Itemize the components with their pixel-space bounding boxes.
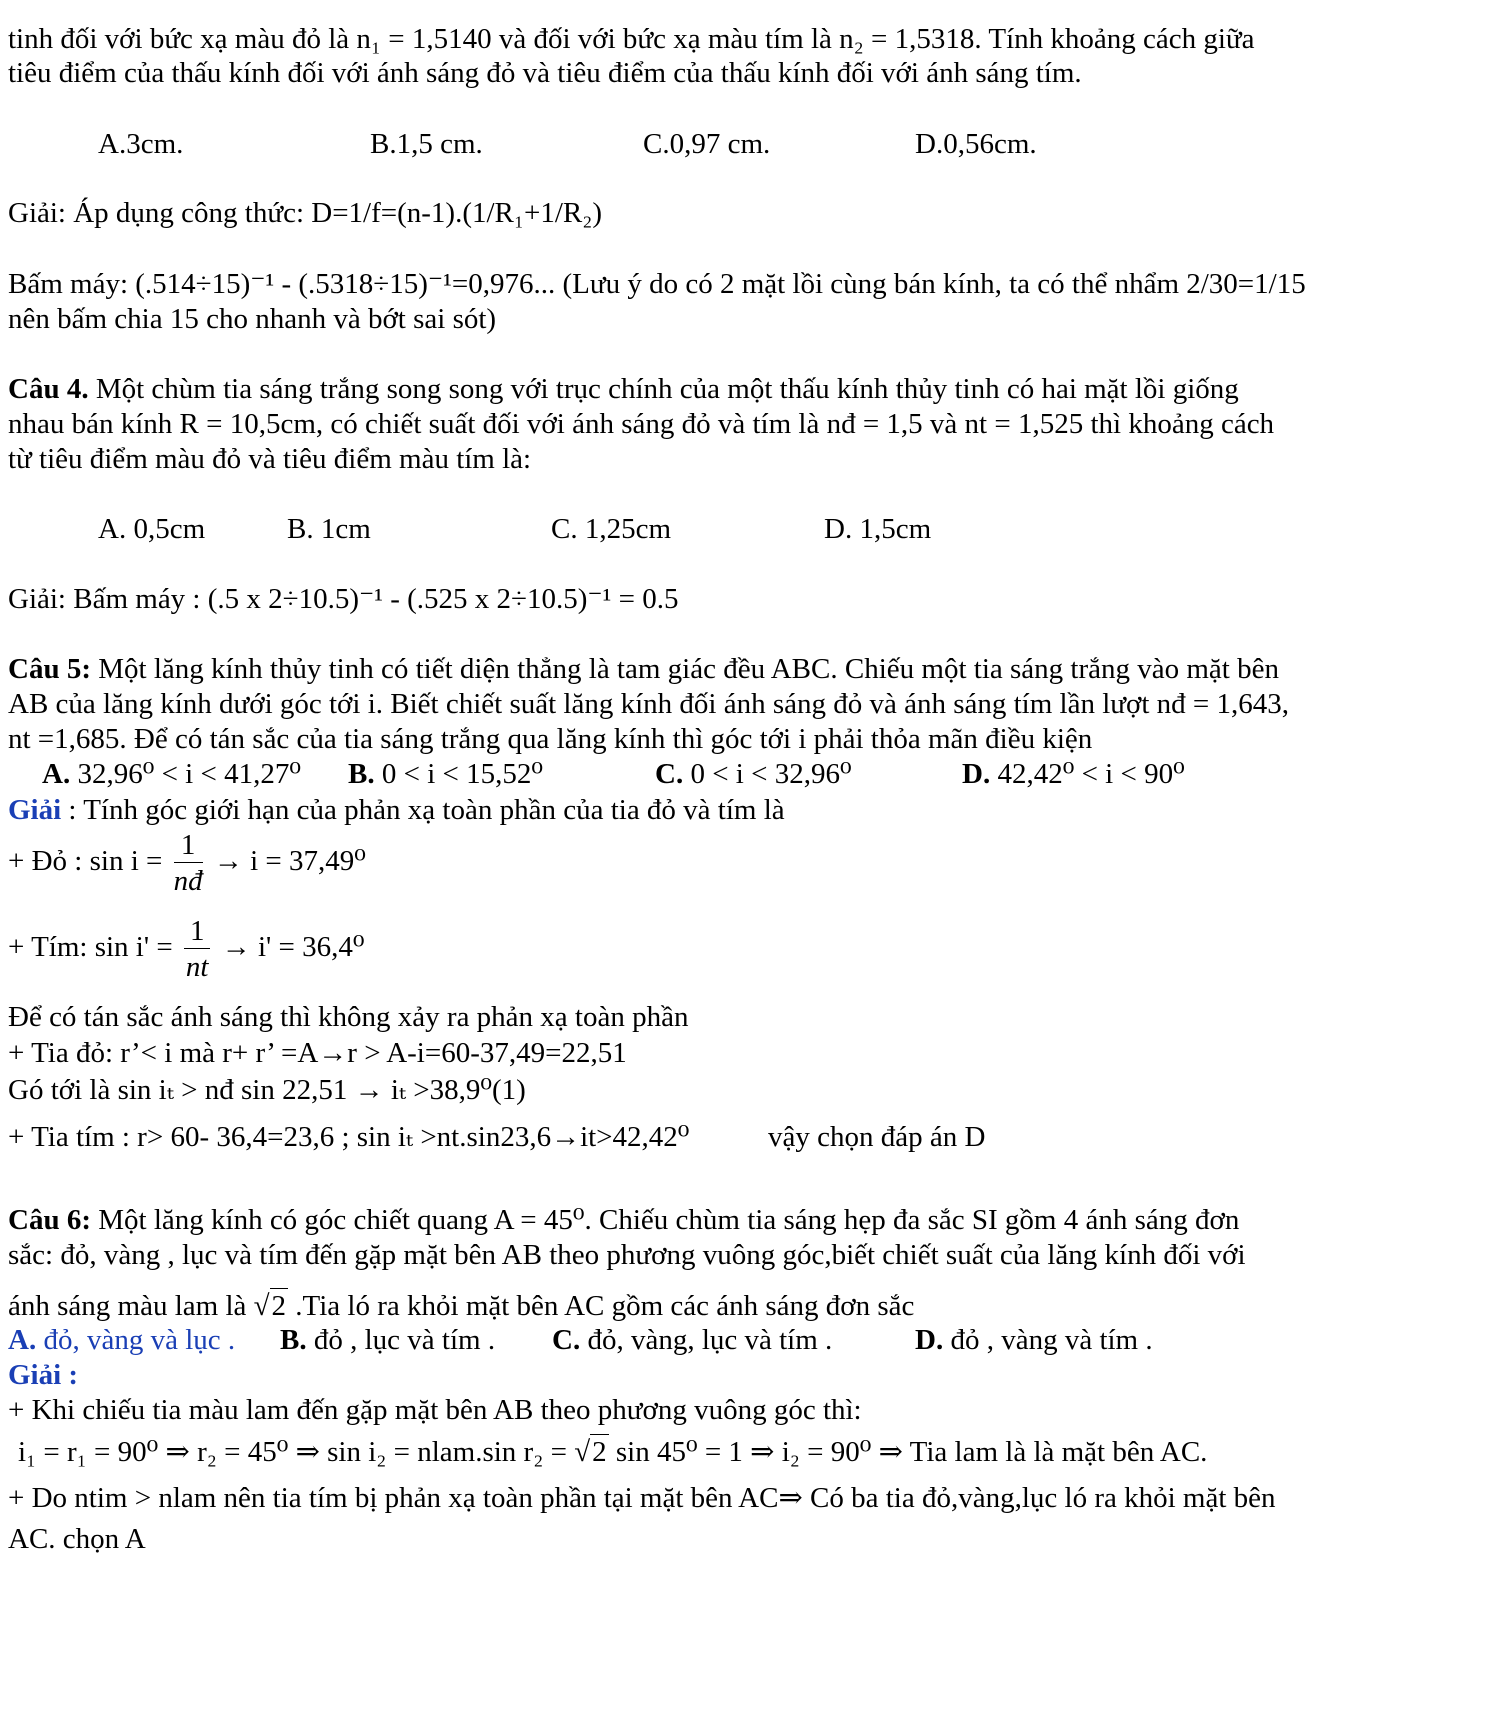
q4-option-b: B. 1cm [287, 513, 371, 545]
q3-text-line-1: tinh đối với bức xạ màu đỏ là n₁ = 1,5140 và đối với bức xạ màu tím là n₂ = 1,5318. Tính khoảng cách giữa [8, 23, 1255, 55]
q3-solution-formula: Giải: Áp dụng công thức: D=1/f=(n-1).(1/R₁+1/R₂) [8, 197, 603, 229]
q6-solution-line-1: + Khi chiếu tia màu lam đến gặp mặt bên AB theo phương vuông góc thì: [8, 1394, 862, 1426]
q4-label: Câu 4. [8, 373, 89, 405]
q4-text-line-3: từ tiêu điểm màu đỏ và tiêu điểm màu tím là: [8, 443, 532, 475]
q5-text-line-3: nt =1,685. Để có tán sắc của tia sáng trắng qua lăng kính thì góc tới i phải thỏa mãn điều kiện [8, 723, 1093, 755]
q5-text-line-1: Câu 5: Một lăng kính thủy tinh có tiết diện thẳng là tam giác đều ABC. Chiếu một tia sáng trắng vào mặt bên [8, 653, 1279, 685]
q6-solution-line-2: i₁ = r₁ = 90⁰ ⇒ r₂ = 45⁰ ⇒ sin i₂ = nlam.sin r₂ = √2 sin 45⁰ = 1 ⇒ i₂ = 90⁰ ⇒ Tia lam là là mặt bên AC. [18, 1436, 1208, 1468]
q6-solution-line-3: + Do ntim > nlam nên tia tím bị phản xạ toàn phần tại mặt bên AC⇒ Có ba tia đỏ,vàng,lục ló ra khỏi mặt bên [8, 1482, 1276, 1514]
q5-option-b: B. 0 < i < 15,52⁰ [348, 758, 543, 790]
q5-option-d: D. 42,42⁰ < i < 90⁰ [962, 758, 1185, 790]
q5-violet-limit-angle: + Tím: sin i' = $\frac{1}{nt}$ → i' = 36,4⁰ [8, 915, 365, 983]
q6-sqrt-value: 2 [271, 1290, 287, 1322]
q6-text-line-2: sắc: đỏ, vàng , lục và tím đến gặp mặt bên AB theo phương vuông góc,biết chiết suất của lăng kính đối với [8, 1239, 1246, 1271]
q4-text-line-2: nhau bán kính R = 10,5cm, có chiết suất đối với ánh sáng đỏ và tím là nđ = 1,5 và nt = 1,525 thì khoảng cách [8, 408, 1275, 440]
q5-label: Câu 5: [8, 653, 91, 685]
q6-text-line-1: Câu 6: Một lăng kính có góc chiết quang A = 45⁰. Chiếu chùm tia sáng hẹp đa sắc SI gồm 4 ánh sáng đơn [8, 1204, 1240, 1236]
q6-solution-line-4: AC. chọn A [8, 1523, 146, 1555]
q5-incidence: Gó tới là sin iₜ > nđ sin 22,51 → iₜ >38,9⁰(1) [8, 1074, 526, 1106]
q4-solution: Giải: Bấm máy : (.5 x 2÷10.5)⁻¹ - (.525 x 2÷10.5)⁻¹ = 0.5 [8, 583, 679, 615]
q5-solution-label: Giải [8, 794, 62, 826]
q3-solution-calc: Bấm máy: (.514÷15)⁻¹ - (.5318÷15)⁻¹=0,976... (Lưu ý do có 2 mặt lồi cùng bán kính, ta có thể nhẩm 2/30=1/15 [8, 268, 1306, 300]
q5-option-a: A. 32,96⁰ < i < 41,27⁰ [42, 758, 301, 790]
q4-option-c: C. 1,25cm [551, 513, 672, 545]
q5-text-line-2: AB của lăng kính dưới góc tới i. Biết chiết suất lăng kính đối ánh sáng đỏ và ánh sáng tím lần lượt nđ = 1,643, [8, 688, 1289, 720]
q3-option-c: C.0,97 cm. [643, 128, 771, 160]
q6-text-line-3: ánh sáng màu lam là √2 .Tia ló ra khỏi mặt bên AC gồm các ánh sáng đơn sắc [8, 1290, 915, 1322]
q5-violet-fraction: $\frac{1}{nt}$ [185, 915, 209, 983]
q6-option-c: C. đỏ, vàng, lục và tím . [552, 1324, 833, 1356]
q3-option-a: A.3cm. [98, 128, 184, 160]
q3-solution-note: nên bấm chia 15 cho nhanh và bớt sai sót) [8, 303, 497, 335]
q5-violet-ray: + Tia tím : r> 60- 36,4=23,6 ; sin iₜ >nt.sin23,6→it>42,42⁰ [8, 1121, 690, 1153]
q4-option-d: D. 1,5cm [824, 513, 932, 545]
q4-text-line-1: Câu 4. Một chùm tia sáng trắng song song với trục chính của một thấu kính thủy tinh có hai mặt lồi giống [8, 373, 1239, 405]
q3-text-line-2: tiêu điểm của thấu kính đối với ánh sáng đỏ và tiêu điểm của thấu kính đối với ánh sáng tím. [8, 57, 1082, 89]
q4-option-a: A. 0,5cm [98, 513, 206, 545]
q6-solution-label: Giải : [8, 1359, 79, 1391]
q3-option-d: D.0,56cm. [915, 128, 1037, 160]
q5-conclusion: vậy chọn đáp án D [768, 1121, 986, 1153]
q6-label: Câu 6: [8, 1204, 91, 1236]
q5-condition: Để có tán sắc ánh sáng thì không xảy ra phản xạ toàn phần [8, 1001, 689, 1033]
q6-option-b: B. đỏ , lục và tím . [280, 1324, 496, 1356]
q5-solution-intro: Giải : Tính góc giới hạn của phản xạ toàn phần của tia đỏ và tím là [8, 794, 785, 826]
q5-option-c: C. 0 < i < 32,96⁰ [655, 758, 852, 790]
q3-option-b: B.1,5 cm. [370, 128, 483, 160]
q6-option-d: D. đỏ , vàng và tím . [915, 1324, 1153, 1356]
q5-red-ray: + Tia đỏ: r’< i mà r+ r’ =A→r > A-i=60-37,49=22,51 [8, 1037, 627, 1069]
q5-red-limit-angle: + Đỏ : sin i = $\frac{1}{nđ}$ → i = 37,49⁰ [8, 829, 366, 897]
q6-option-a: A. đỏ, vàng và lục . [8, 1324, 236, 1356]
q5-red-fraction: $\frac{1}{nđ}$ [173, 829, 203, 897]
